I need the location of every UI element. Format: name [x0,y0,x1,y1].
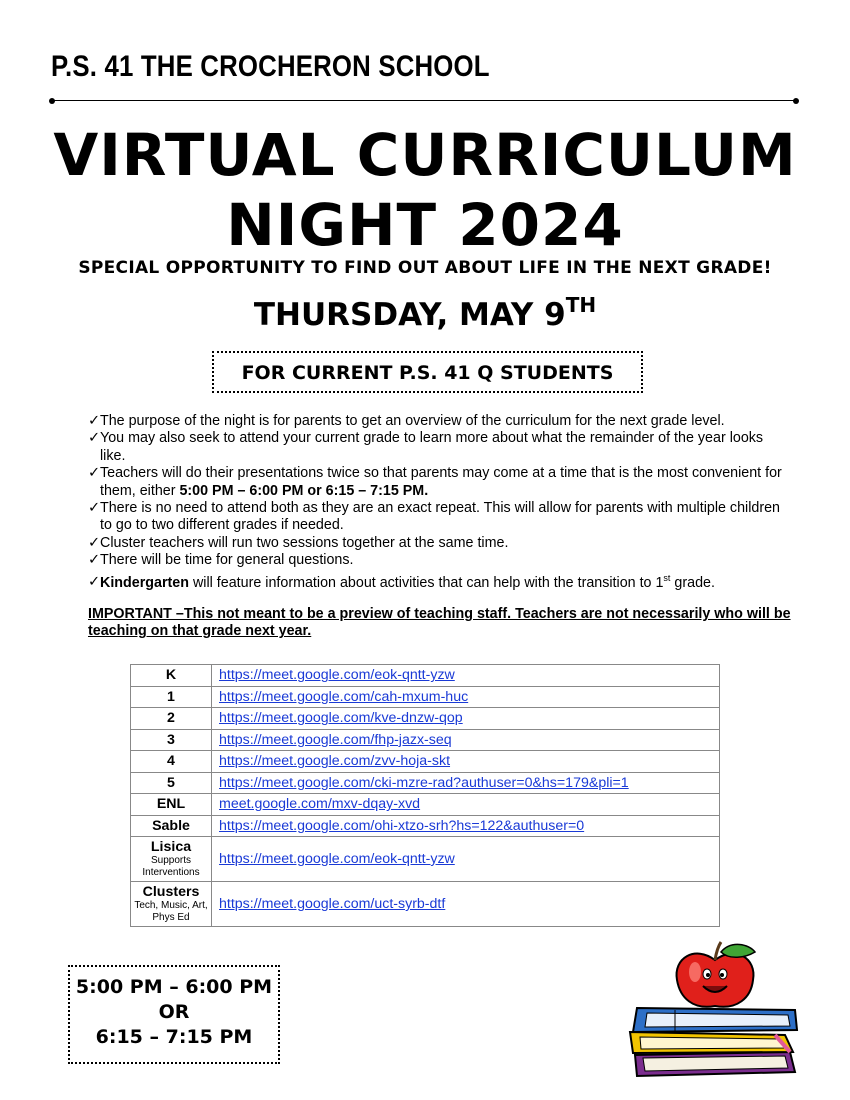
table-row [131,837,720,882]
list-item-text: Cluster teachers will run two sessions together at the same time. [100,534,509,551]
table-row [131,794,720,816]
event-title-line2: NIGHT 2024 [226,191,624,259]
grade-label: Clusters [142,884,200,900]
meeting-link[interactable]: https://meet.google.com/fhp-jazx-seq [219,731,452,748]
event-date-main: THURSDAY, MAY 9 [253,297,566,333]
grade-cell: ENL [131,794,212,816]
grade-cell [131,882,212,927]
session-time-first: 5:00 PM – 6:00 PM [75,976,273,998]
url-cell [212,794,720,816]
grade-label: Lisica [150,839,192,855]
list-item [88,430,788,465]
list-item-text: You may also seek to attend your current grade to learn more about what the remainder of the year looks like. [100,430,764,464]
meeting-link[interactable]: https://meet.google.com/cki-mzre-rad?authuser=0&hs=179&pli=1 [219,774,629,791]
list-item [88,570,788,592]
grade-cell: 5 [131,772,212,794]
url-cell [212,729,720,751]
school-name: P.S. 41 THE CROCHERON SCHOOL [51,50,490,83]
check-icon: ✓ [88,534,100,551]
session-times-box [68,965,280,1064]
session-times-text: 5:00 PM – 6:00 PM or 6:15 – 7:15 PM. [179,482,429,499]
book-icon [635,1052,795,1076]
list-item [88,535,788,552]
table-row [131,751,720,773]
table-row [131,815,720,837]
event-subtitle: SPECIAL OPPORTUNITY TO FIND OUT ABOUT LIFE IN THE NEXT GRADE! [78,258,772,278]
url-cell [212,665,720,687]
grade-cell: K [131,665,212,687]
session-time-second: 6:15 – 7:15 PM [95,1026,253,1048]
meeting-link[interactable]: https://meet.google.com/eok-qntt-yzw [219,667,455,684]
meeting-links-table [130,664,720,927]
check-icon: ✓ [88,430,100,447]
meeting-link[interactable]: meet.google.com/mxv-dqay-xvd [219,796,421,813]
apple-books-clipart [625,940,805,1080]
grade-cell: 2 [131,708,212,730]
important-notice: IMPORTANT –This not meant to be a preview of teaching staff. Teachers are not necessarily who will be teaching on that grade next year. [88,606,791,640]
audience-box: FOR CURRENT P.S. 41 Q STUDENTS [212,351,643,393]
grade-cell [131,837,212,882]
meeting-link[interactable]: https://meet.google.com/uct-syrb-dtf [219,896,446,912]
url-cell [212,837,720,882]
header-rule [52,100,797,101]
meeting-link[interactable]: https://meet.google.com/kve-dnzw-qop [219,710,463,727]
rule-dot-right [793,98,799,104]
meeting-link[interactable]: https://meet.google.com/ohi-xtzo-srh?hs=122&authuser=0 [219,817,585,834]
meeting-link[interactable]: https://meet.google.com/zvv-hoja-skt [219,753,451,770]
url-cell [212,772,720,794]
apple-icon [677,942,755,1007]
ordinal-suffix: st [663,572,671,583]
list-item-text: The purpose of the night is for parents to get an overview of the curriculum for the next grade level. [100,413,725,429]
list-item-text: will feature information about activities that can help with the transition to 1 [188,574,664,591]
check-icon: ✓ [88,413,100,429]
url-cell [212,882,720,927]
list-item [88,552,788,569]
list-item [88,500,788,535]
grade-cell: 4 [131,751,212,773]
meeting-link[interactable]: https://meet.google.com/cah-mxum-huc [219,688,469,705]
list-item-text: grade. [670,574,715,591]
grade-sublabel: Tech, Music, Art, Phys Ed [134,900,208,923]
url-cell [212,751,720,773]
event-date-suffix: TH [565,293,597,317]
book-icon [633,1008,797,1032]
grade-cell: 1 [131,686,212,708]
table-row [131,665,720,687]
list-item-text: There will be time for general questions. [100,552,354,569]
check-icon: ✓ [88,574,100,591]
grade-cell: Sable [131,815,212,837]
check-icon: ✓ [88,465,100,482]
check-icon: ✓ [88,500,100,517]
list-item [88,465,788,500]
book-icon [630,1032,793,1053]
url-cell [212,708,720,730]
check-icon: ✓ [88,552,100,569]
table-row [131,686,720,708]
info-list [88,413,788,592]
url-cell [212,815,720,837]
list-item [88,413,788,430]
list-item-text: Teachers will do their presentations twice so that parents may come at a time that is the most convenient for them, either [100,465,782,499]
table-row [131,882,720,927]
table-row [131,708,720,730]
grade-sublabel: Supports Interventions [142,855,200,878]
event-date [0,293,850,333]
table-row [131,772,720,794]
list-item-text: There is no need to attend both as they are an exact repeat. This will allow for parents with multiple children to go to two different grades if needed. [100,500,781,534]
grade-cell: 3 [131,729,212,751]
url-cell [212,686,720,708]
session-time-or: OR [158,1001,190,1023]
event-title-line1: VIRTUAL CURRICULUM [53,121,797,189]
kindergarten-label: Kindergarten [100,574,189,591]
meeting-link[interactable]: https://meet.google.com/eok-qntt-yzw [219,851,455,867]
table-row [131,729,720,751]
